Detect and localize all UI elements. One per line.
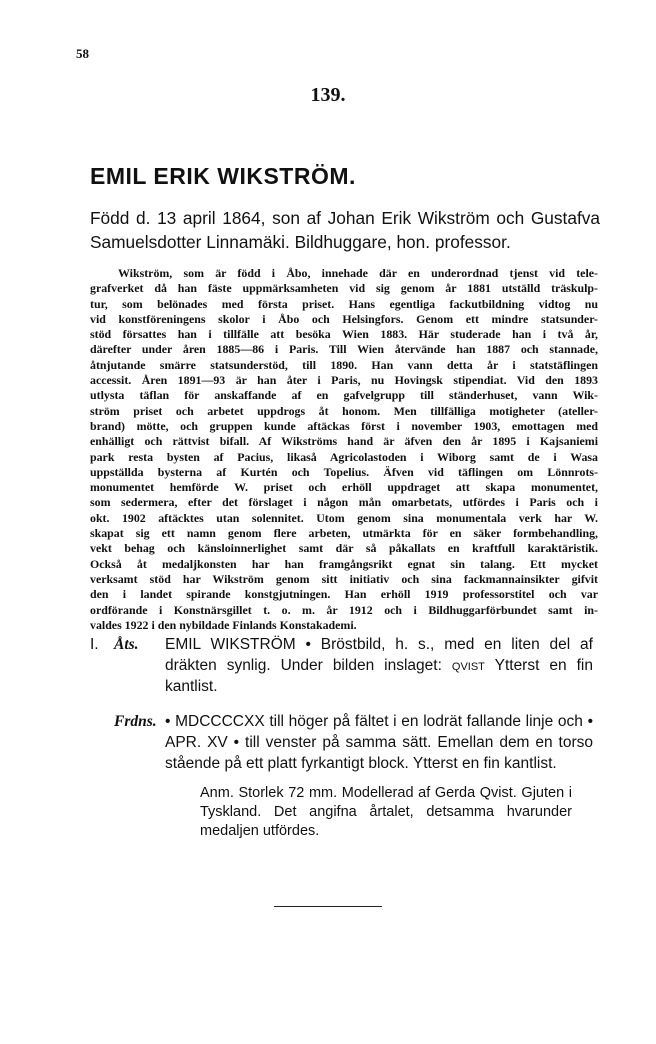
reverse-label: Frdns. xyxy=(114,713,157,730)
biography-line: därefter under åren 1885—86 i Paris. Till Wien återvände han 1887 och stannade, xyxy=(90,342,598,357)
biography-line: vid konstföreningens skolor i Åbo och Helsingfors. Genom ett mindre statsunder- xyxy=(90,311,598,326)
entry-number: 139. xyxy=(310,84,346,106)
biography-line: okt. 1902 aftäcktes utan solennitet. Utom genom sina monumentala verk har W. xyxy=(90,510,598,525)
biography-line: park resta bysten af Pacius, likaså Agricolastoden i Wiborg samt de i Wasa xyxy=(90,449,598,464)
biography-line: skapat sig ett namn genom flere arbeten, utmärkta för en säker formbehandling, xyxy=(90,526,598,541)
biography-paragraph xyxy=(90,266,598,633)
obverse-signature: qvist xyxy=(451,657,485,674)
biography-line: valdes 1922 i den nybildade Finlands Konstakademi. xyxy=(90,617,357,632)
biography-line: accessit. Åren 1891—93 är han åter i Paris, nu Hovingsk stipendiat. Vid den 1893 xyxy=(90,373,598,388)
biography-line: den i landet spirande konstgjutningen. Han erhöll 1919 professorstitel och var xyxy=(90,587,598,602)
biography-line: Också åt medaljkonsten har han framgångsrikt egnat sin talang. Ett mycket xyxy=(90,556,598,571)
item-number: I. xyxy=(90,636,99,653)
biography-line: monumentet hemförde W. priset och erhöll uppdraget att skapa monumentet, xyxy=(90,480,598,495)
biography-line: utlysta täflan för anskaffande af en gafvelgrupp till ständerhuset, vann Wik- xyxy=(90,388,598,403)
closing-rule xyxy=(274,906,382,907)
biography-line: som sedermera, efter det förslaget i någon mån omarbetats, utfördes i Paris och i xyxy=(90,495,598,510)
biography-line: stöd försattes han i tillfälle att besöka Wien 1883. Här studerade han i två år, xyxy=(90,327,598,342)
biography-line: tur, som belönades med första priset. Hans egentliga fackutbildning vidtog nu xyxy=(90,296,598,311)
reverse-entry xyxy=(90,711,610,774)
entry-title: EMIL ERIK WIKSTRÖM. xyxy=(90,163,356,189)
biography-line: uppställda bysterna af Kurtén och Topelius. Äfven vid täflingen om Lönnrots- xyxy=(90,464,598,479)
birth-line: Född d. 13 april 1864, son af Johan Erik Wikström och Gustafva Samuelsdotter Linnamäki. Bildhuggare, hon. professor. xyxy=(90,208,600,252)
medal-catalog xyxy=(90,634,610,841)
reverse-description: • MDCCCCXX till höger på fältet i en lodrät fallande linje och • APR. XV • till venster på samma sätt. Emellan dem en torso stående på ett platt fyrkantigt block. Ytterst en fin kantlist. xyxy=(165,713,593,772)
biography-line: brand) mötte, och gruppen kunde aftäckas först i november 1903, emottagen med xyxy=(90,418,598,433)
biography-line: verksamt stöd har Wikström genom sitt initiativ och sina fackmannainsikter gifvit xyxy=(90,571,598,586)
annotation-note: Anm. Storlek 72 mm. Modellerad af Gerda Qvist. Gjuten i Tyskland. Det angifna årtalet, detsamma hvarunder medaljen utfördes. xyxy=(200,785,572,839)
biography-line: enhälligt och rättvist bifall. Af Wikströms hand är äfven den år 1895 i Kajsaniemi xyxy=(90,434,598,449)
obverse-label: Åts. xyxy=(114,636,139,653)
biography-line: vekt behag och känsloinnerlighet samt där så påkallats en kraftfull karaktäristik. xyxy=(90,541,598,556)
obverse-text-pre: EMIL WIKSTRÖM • Bröstbild, h. s., med en liten del af dräkten synlig. Under bilden inslaget: xyxy=(165,636,593,674)
obverse-entry xyxy=(90,634,610,697)
biography-line: ström priset och arbetet uppdrogs åt honom. Men tillfälliga motigheter (ateller- xyxy=(90,403,598,418)
page-number: 58 xyxy=(76,46,89,61)
obverse-text-post: Ytterst en fin kantlist. xyxy=(165,657,593,695)
biography-line: ordförande i Konstnärsgillet t. o. m. år 1912 och i Bildhuggarförbundet samt in- xyxy=(90,602,598,617)
obverse-description xyxy=(165,634,593,697)
biography-line: åtnjutande smärre statsunderstöd, till 1890. Han vann detta år i statstäflingen xyxy=(90,357,598,372)
biography-line: grafverket då han fäste uppmärksamheten vid sig genom år 1881 utställd träskulp- xyxy=(90,281,598,296)
biography-line: Wikström, som är född i Åbo, innehade där en underordnad tjenst vid tele- xyxy=(118,266,598,280)
